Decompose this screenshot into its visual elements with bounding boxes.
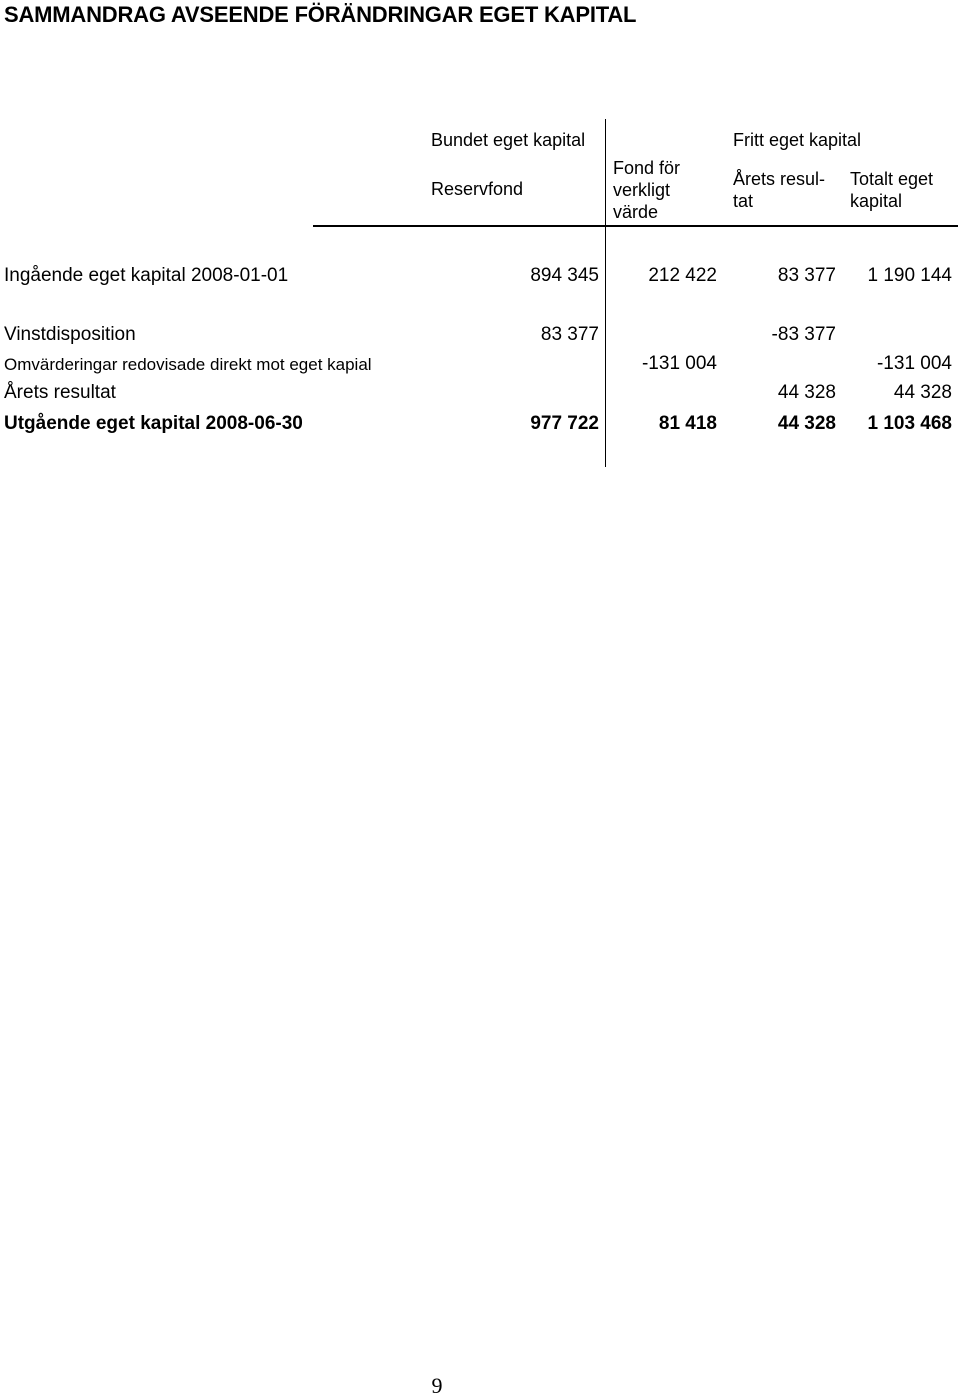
table-row [0, 324, 960, 348]
header-group-free: Fritt eget kapital [733, 130, 862, 150]
header-arets-line1: Årets resul- [733, 169, 826, 189]
cell-arets: 44 328 [777, 413, 836, 434]
cell-fond: 212 422 [648, 265, 717, 286]
cell-reservfond: 977 722 [530, 413, 599, 434]
header-totalt-line1: Totalt eget [850, 169, 934, 189]
row-label: Årets resultat [4, 382, 116, 403]
table-row [0, 265, 960, 289]
cell-totalt: 1 103 468 [867, 413, 952, 434]
page-title: SAMMANDRAG AVSEENDE FÖRÄNDRINGAR EGET KAPITAL [4, 2, 637, 27]
header-group-bound: Bundet eget kapital [431, 130, 586, 150]
table-row-total [0, 413, 960, 437]
cell-arets: 83 377 [777, 265, 836, 286]
header-fond-line1: Fond för [613, 158, 681, 178]
cell-arets: 44 328 [777, 382, 836, 403]
cell-totalt: 1 190 144 [867, 265, 952, 286]
cell-totalt: 44 328 [893, 382, 952, 403]
header-fond-line3: värde [613, 202, 659, 222]
row-label: Ingående eget kapital 2008-01-01 [4, 265, 289, 286]
table-row [0, 353, 960, 377]
cell-fond: 81 418 [658, 413, 717, 434]
header-reservfond: Reservfond [431, 179, 524, 199]
table-row [0, 382, 960, 406]
header-fond-line2: verkligt [613, 180, 671, 200]
row-label: Omvärderingar redovisade direkt mot eget kapial [4, 355, 372, 374]
header-rule [313, 225, 958, 227]
cell-arets: -83 377 [771, 324, 836, 345]
row-label: Vinstdisposition [4, 324, 136, 345]
header-totalt-line2: kapital [850, 191, 903, 211]
page-number: 9 [431, 1373, 443, 1398]
cell-reservfond: 83 377 [540, 324, 599, 345]
row-label: Utgående eget kapital 2008-06-30 [4, 413, 303, 434]
header-arets-line2: tat [733, 191, 754, 211]
cell-reservfond: 894 345 [530, 265, 599, 286]
cell-totalt: -131 004 [876, 353, 952, 374]
cell-fond: -131 004 [641, 353, 717, 374]
